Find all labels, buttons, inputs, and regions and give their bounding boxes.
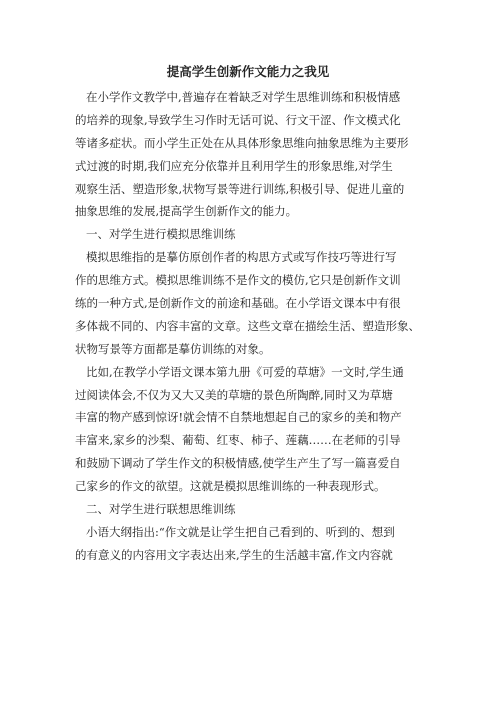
text-line: 模拟思维指的是摹仿原创作者的构思方式或写作技巧等进行写 [86, 250, 397, 265]
text-line: 丰富的物产感到惊讶!就会情不自禁地想起自己的家乡的美和物产 [75, 410, 402, 425]
text-line: 作的思维方式。模拟思维训练不是作文的模仿,它只是创新作文训 [75, 273, 401, 288]
text-line: 的有意义的内容用文字表达出来,学生的生活越丰富,作文内容就 [75, 547, 393, 562]
text-line: 观察生活、塑造形象,状物写景等进行训练,积极引导、促进儿童的 [75, 181, 405, 196]
text-line: 己家乡的作文的欲望。这就是模拟思维训练的一种表现形式。 [75, 479, 386, 494]
text-line: 抽象思维的发展,提高学生创新作文的能力。 [75, 204, 298, 219]
text-line: 多体裁不同的、内容丰富的文章。这些文章在描绘生活、塑造形象、 [75, 318, 420, 333]
text-line: 二、对学生进行联想思维训练 [86, 502, 236, 517]
text-line: 丰富来,家乡的沙梨、葡萄、红枣、柿子、莲藕……在老师的引导 [75, 433, 401, 448]
text-line: 的培养的现象,导致学生习作时无话可说、行文干涩、作文模式化 [75, 112, 401, 127]
text-line: 和鼓励下调动了学生作文的积极情感,使学生产生了写一篇喜爱自 [75, 456, 401, 471]
text-line: 状物写景等方面都是摹仿训练的对象。 [75, 341, 271, 356]
text-line: 等诸多症状。而小学生正处在从具体形象思维向抽象思维为主要形 [75, 135, 409, 150]
text-line: 一、对学生进行模拟思维训练 [86, 227, 236, 242]
document-title: 提高学生创新作文能力之我见 [166, 64, 330, 79]
document-body [75, 86, 435, 567]
text-line: 式过渡的时期,我们应充分依靠并且利用学生的形象思维,对学生 [75, 158, 393, 173]
text-line: 过阅读体会,不仅为又大又美的草塘的景色所陶醉,同时又为草塘 [75, 387, 393, 402]
text-line: 比如,在教学小学语文课本第九册《可爱的草塘》一文时,学生通 [86, 364, 404, 379]
text-line: 小语大纲指出:“作文就是让学生把自己看到的、听到的、想到 [86, 524, 395, 539]
text-line: 在小学作文教学中,普遍存在着缺乏对学生思维训练和积极情感 [86, 90, 401, 104]
text-line: 练的一种方式,是创新作文的前途和基础。在小学语文课本中有很 [75, 296, 401, 311]
